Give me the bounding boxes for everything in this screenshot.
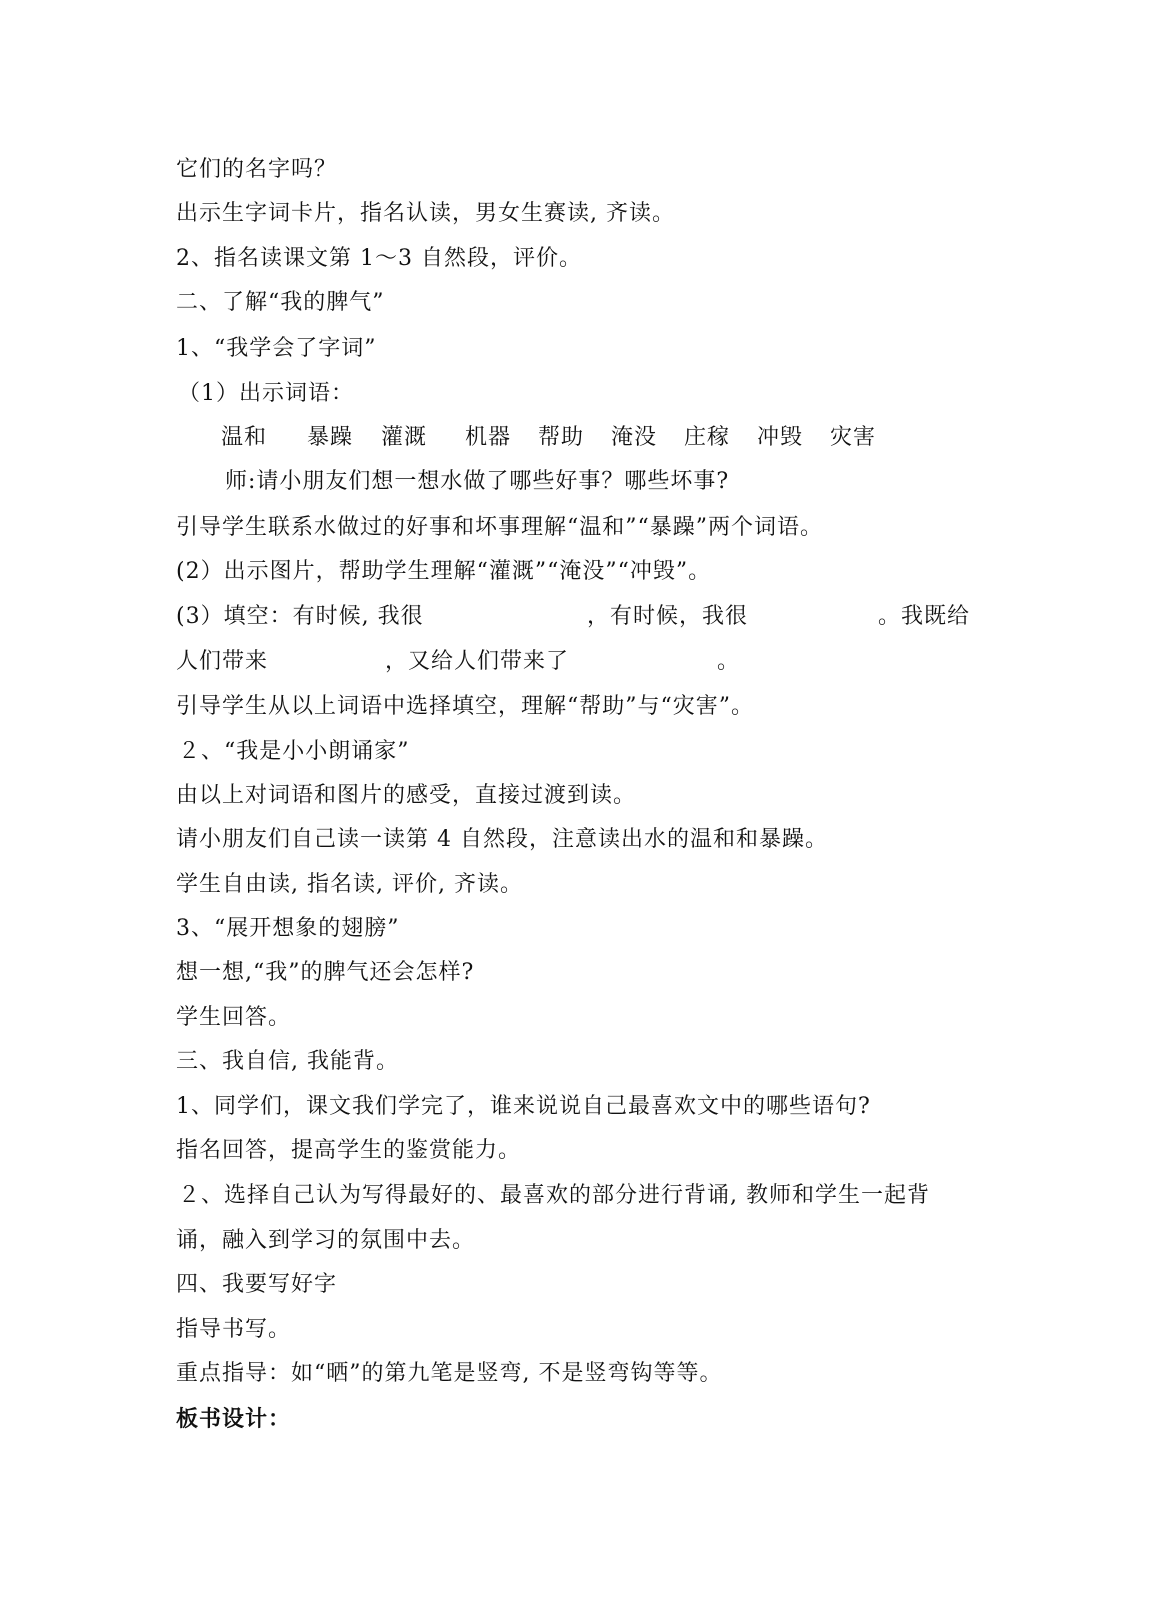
text-line: ２、选择自己认为写得最好的、最喜欢的部分进行背诵, 教师和学生一起背 <box>178 1183 930 1208</box>
text-line: ２、“我是小小朗诵家” <box>178 739 410 764</box>
text-line: 学生回答。 <box>176 1005 292 1030</box>
section-heading: 四、我要写好字 <box>176 1272 338 1297</box>
vocab-word: 暴躁 <box>307 425 354 450</box>
board-design-heading: 板书设计： <box>176 1406 292 1432</box>
text-line: 诵，融入到学习的氛围中去。 <box>176 1228 476 1253</box>
vocab-word: 冲毁 <box>757 425 804 450</box>
fill-blank-text: 。 <box>717 649 741 674</box>
section-heading: 三、我自信, 我能背。 <box>176 1049 399 1074</box>
vocab-word: 温和 <box>221 425 268 450</box>
vocab-word: 帮助 <box>538 425 585 450</box>
text-line: 3、“展开想象的翅膀” <box>176 916 400 941</box>
text-line: 由以上对词语和图片的感受，直接过渡到读。 <box>176 783 637 808</box>
text-line: 师:请小朋友们想一想水做了哪些好事？哪些坏事? <box>225 469 730 494</box>
fill-blank-text: ，又给人们带来了 <box>385 649 570 674</box>
text-line: 2、指名读课文第 1～3 自然段，评价。 <box>176 246 582 271</box>
fill-blank-text: (3）填空：有时候, 我很 <box>176 604 424 629</box>
vocab-word: 灌溉 <box>381 425 428 450</box>
text-line: 1、“我学会了字词” <box>176 336 377 361</box>
fill-blank-text: ，有时候，我很 <box>587 604 749 629</box>
vocab-word: 机器 <box>465 425 512 450</box>
text-line: 指导书写。 <box>176 1317 292 1342</box>
fill-blank-text: 人们带来 <box>176 649 269 674</box>
text-line: 想一想,“我”的脾气还会怎样? <box>176 960 475 985</box>
section-heading: 二、了解“我的脾气” <box>176 290 385 315</box>
text-line: (2）出示图片，帮助学生理解“灌溉”“淹没”“冲毁”。 <box>176 559 712 584</box>
text-line: 它们的名字吗？ <box>176 157 338 182</box>
vocab-word: 庄稼 <box>684 425 731 450</box>
text-line: 1、同学们，课文我们学完了，谁来说说自己最喜欢文中的哪些语句? <box>176 1094 871 1119</box>
text-line: 指名回答，提高学生的鉴赏能力。 <box>176 1138 522 1163</box>
text-line: 引导学生从以上词语中选择填空，理解“帮助”与“灾害”。 <box>176 694 754 719</box>
text-line: 重点指导：如“晒”的第九笔是竖弯, 不是竖弯钩等等。 <box>176 1361 723 1386</box>
text-line: 学生自由读, 指名读, 评价, 齐读。 <box>176 872 523 897</box>
fill-blank-text: 。我既给 <box>878 604 971 629</box>
text-line: 请小朋友们自己读一读第 4 自然段，注意读出水的温和和暴躁。 <box>176 827 828 852</box>
text-line: （1）出示词语： <box>178 381 354 406</box>
vocab-word: 灾害 <box>830 425 877 450</box>
text-line: 出示生字词卡片，指名认读，男女生赛读, 齐读。 <box>176 201 675 226</box>
vocab-word: 淹没 <box>611 425 658 450</box>
text-line: 引导学生联系水做过的好事和坏事理解“温和”“暴躁”两个词语。 <box>176 515 823 540</box>
